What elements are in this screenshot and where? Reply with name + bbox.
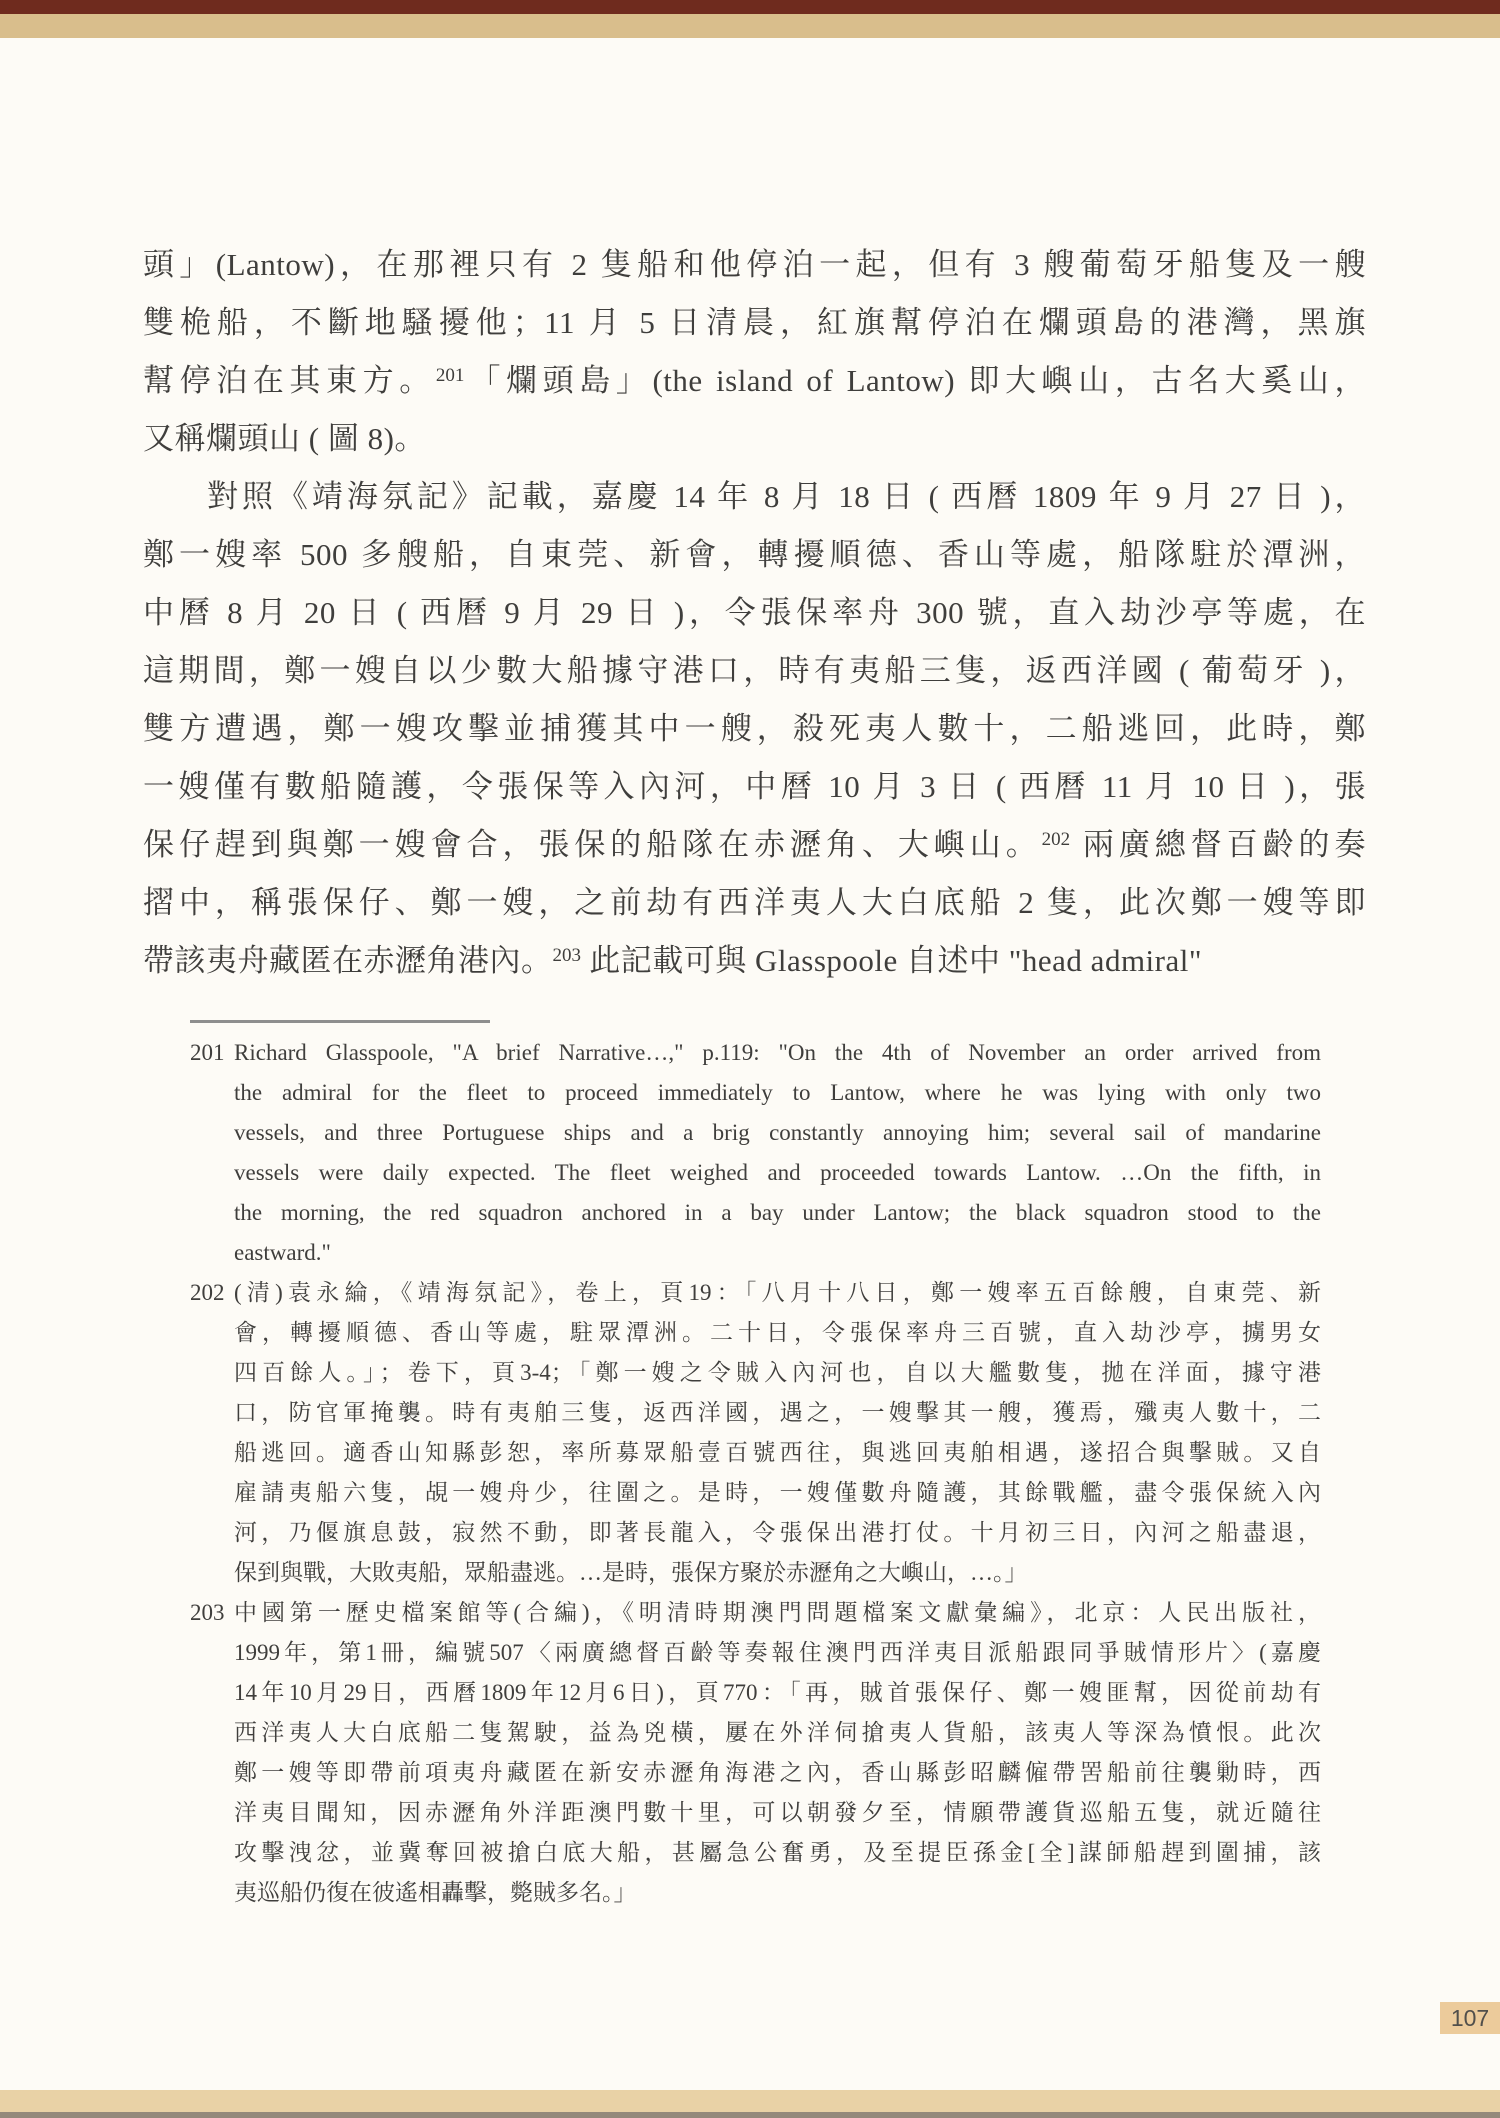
footnote: [190, 1273, 1321, 1593]
footnote-number: 202: [190, 1280, 225, 1305]
footnote-body: [234, 1033, 1321, 1273]
top-border-tan: [0, 14, 1500, 38]
footnote-divider: [190, 1020, 490, 1023]
footnote-line: 船逃回。適香山知縣彭恕，率所募眾船壹百號西往，與逃回夷舶相遇，遂招合與擊賊。又自: [234, 1440, 1321, 1465]
footnote-line: 夷巡船仍復在彼遙相轟擊，斃賊多名。」: [234, 1880, 637, 1905]
footnote-line: 河，乃偃旗息鼓，寂然不動，即著長龍入，令張保出港打仗。十月初三日，內河之船盡退，: [234, 1520, 1321, 1545]
footnote-number: 201: [190, 1040, 225, 1065]
footnote-body: [234, 1593, 1321, 1913]
main-text-line: 這期間，鄭一嫂自以少數大船據守港口，時有夷船三隻，返西洋國 ( 葡萄牙 )，: [143, 653, 1366, 688]
footnote-line: 雇請夷船六隻，覘一嫂舟少，往圍之。是時，一嫂僅數舟隨護，其餘戰艦，盡令張保統入內: [234, 1480, 1321, 1505]
bottom-border-line: [0, 2112, 1500, 2118]
footnote-ref: 201: [435, 365, 465, 386]
bottom-border-tan: [0, 2090, 1500, 2112]
main-text-line: 鄭一嫂率 500 多艘船，自東莞、新會，轉擾順德、香山等處，船隊駐於潭洲，: [143, 537, 1366, 572]
footnote-line: 攻擊洩忿，並冀奪回被搶白底大船，甚屬急公奮勇，及至提臣孫金[全]謀師船趕到圍捕，該: [234, 1840, 1321, 1865]
footnote-ref: 202: [1041, 829, 1071, 850]
main-text-line: 雙桅船，不斷地騷擾他；11 月 5 日清晨，紅旗幫停泊在爛頭島的港灣，黑旗: [143, 305, 1366, 340]
main-text-line: 雙方遭遇，鄭一嫂攻擊並捕獲其中一艘，殺死夷人數十，二船逃回，此時，鄭: [143, 711, 1366, 746]
footnote-line: 洋夷目聞知，因赤瀝角外洋距澳門數十里，可以朝發夕至，情願帶護貨巡船五隻，就近隨往: [234, 1800, 1321, 1825]
main-text-line: 保仔趕到與鄭一嫂會合，張保的船隊在赤瀝角、大嶼山。$^{202}$ 兩廣總督百齡的奏: [143, 827, 1366, 862]
footnote-line: 1999年，第1冊，編號507〈兩廣總督百齡等奏報住澳門西洋夷目派船跟同爭賊情形片〉(嘉慶: [234, 1640, 1321, 1665]
footnote-line: 四百餘人。」；卷下，頁3-4；「鄭一嫂之令賊入內河也，自以大艦數隻，拋在洋面，據守港: [234, 1360, 1321, 1385]
footnote: [190, 1033, 1321, 1273]
main-text-line: 一嫂僅有數船隨護，令張保等入內河，中曆 10 月 3 日 ( 西曆 11 月 10 日 )，張: [143, 769, 1366, 804]
footnote-line: 西洋夷人大白底船二隻駕駛，益為兇橫，屢在外洋伺搶夷人貨船，該夷人等深為憤恨。此次: [234, 1720, 1321, 1745]
footnote-line: vessels were daily expected. The fleet weighed and proceeded towards Lantow. …On the fifth, in: [234, 1160, 1321, 1185]
footnote-line: eastward.": [234, 1240, 331, 1265]
main-text-line: 對照《靖海氛記》記載，嘉慶 14 年 8 月 18 日 ( 西曆 1809 年 9 月 27 日 )，: [207, 479, 1366, 514]
main-text: [143, 236, 1366, 990]
footnote-line: the admiral for the fleet to proceed immediately to Lantow, where he was lying with only two: [234, 1080, 1321, 1105]
footnote-line: 口，防官軍掩襲。時有夷舶三隻，返西洋國，遇之，一嫂擊其一艘，獲焉，殲夷人數十，二: [234, 1400, 1321, 1425]
footnotes: [190, 1033, 1321, 1913]
main-text-line: 中曆 8 月 20 日 ( 西曆 9 月 29 日 )，令張保率舟 300 號，直入劫沙亭等處，在: [143, 595, 1366, 630]
footnote-number: 203: [190, 1600, 225, 1625]
main-text-line: 摺中，稱張保仔、鄭一嫂，之前劫有西洋夷人大白底船 2 隻，此次鄭一嫂等即: [143, 885, 1366, 920]
page-number-badge: 107: [1440, 2002, 1500, 2034]
footnote: [190, 1593, 1321, 1913]
footnote-line: Richard Glasspoole, "A brief Narrative…," p.119: "On the 4th of November an order arrived from: [234, 1040, 1321, 1065]
main-text-line: 又稱爛頭山 ( 圖 8)。: [143, 421, 426, 456]
footnote-line: 鄭一嫂等即帶前項夷舟藏匿在新安赤瀝角海港之內，香山縣彭昭麟僱帶罟船前往襲勦時，西: [234, 1760, 1321, 1785]
top-border-dark: [0, 0, 1500, 14]
main-text-line: 頭」(Lantow)，在那裡只有 2 隻船和他停泊一起，但有 3 艘葡萄牙船隻及一艘: [143, 247, 1366, 282]
footnote-ref: 203: [552, 945, 581, 966]
main-text-line: 帶該夷舟藏匿在赤瀝角港內。$^{203}$ 此記載可與 Glasspoole 自述中 "head admiral": [143, 943, 1203, 978]
footnote-line: 中國第一歷史檔案館等(合編)，《明清時期澳門問題檔案文獻彙編》，北京：人民出版社，: [234, 1600, 1321, 1625]
footnote-line: 14年10月29日，西曆1809年12月6日)，頁770：「再，賊首張保仔、鄭一嫂匪幫，因從前劫有: [234, 1680, 1321, 1705]
main-text-line: 幫停泊在其東方。$^{201}$「爛頭島」(the island of Lantow) 即大嶼山，古名大奚山，: [143, 363, 1367, 398]
footnote-line: vessels, and three Portuguese ships and a brig constantly annoying him; several sail of mandarine: [234, 1120, 1321, 1145]
footnote-line: 保到與戰，大敗夷船，眾船盡逃。…是時，張保方聚於赤瀝角之大嶼山，…。」: [234, 1560, 1028, 1585]
footnote-line: the morning, the red squadron anchored in a bay under Lantow; the black squadron stood to the: [234, 1200, 1321, 1225]
footnote-line: (清)袁永綸，《靖海氛記》，卷上，頁19：「八月十八日，鄭一嫂率五百餘艘，自東莞、新: [234, 1280, 1321, 1305]
footnote-line: 會，轉擾順德、香山等處，駐眾潭洲。二十日，令張保率舟三百號，直入劫沙亭，擄男女: [234, 1320, 1321, 1345]
footnote-body: [234, 1273, 1321, 1593]
